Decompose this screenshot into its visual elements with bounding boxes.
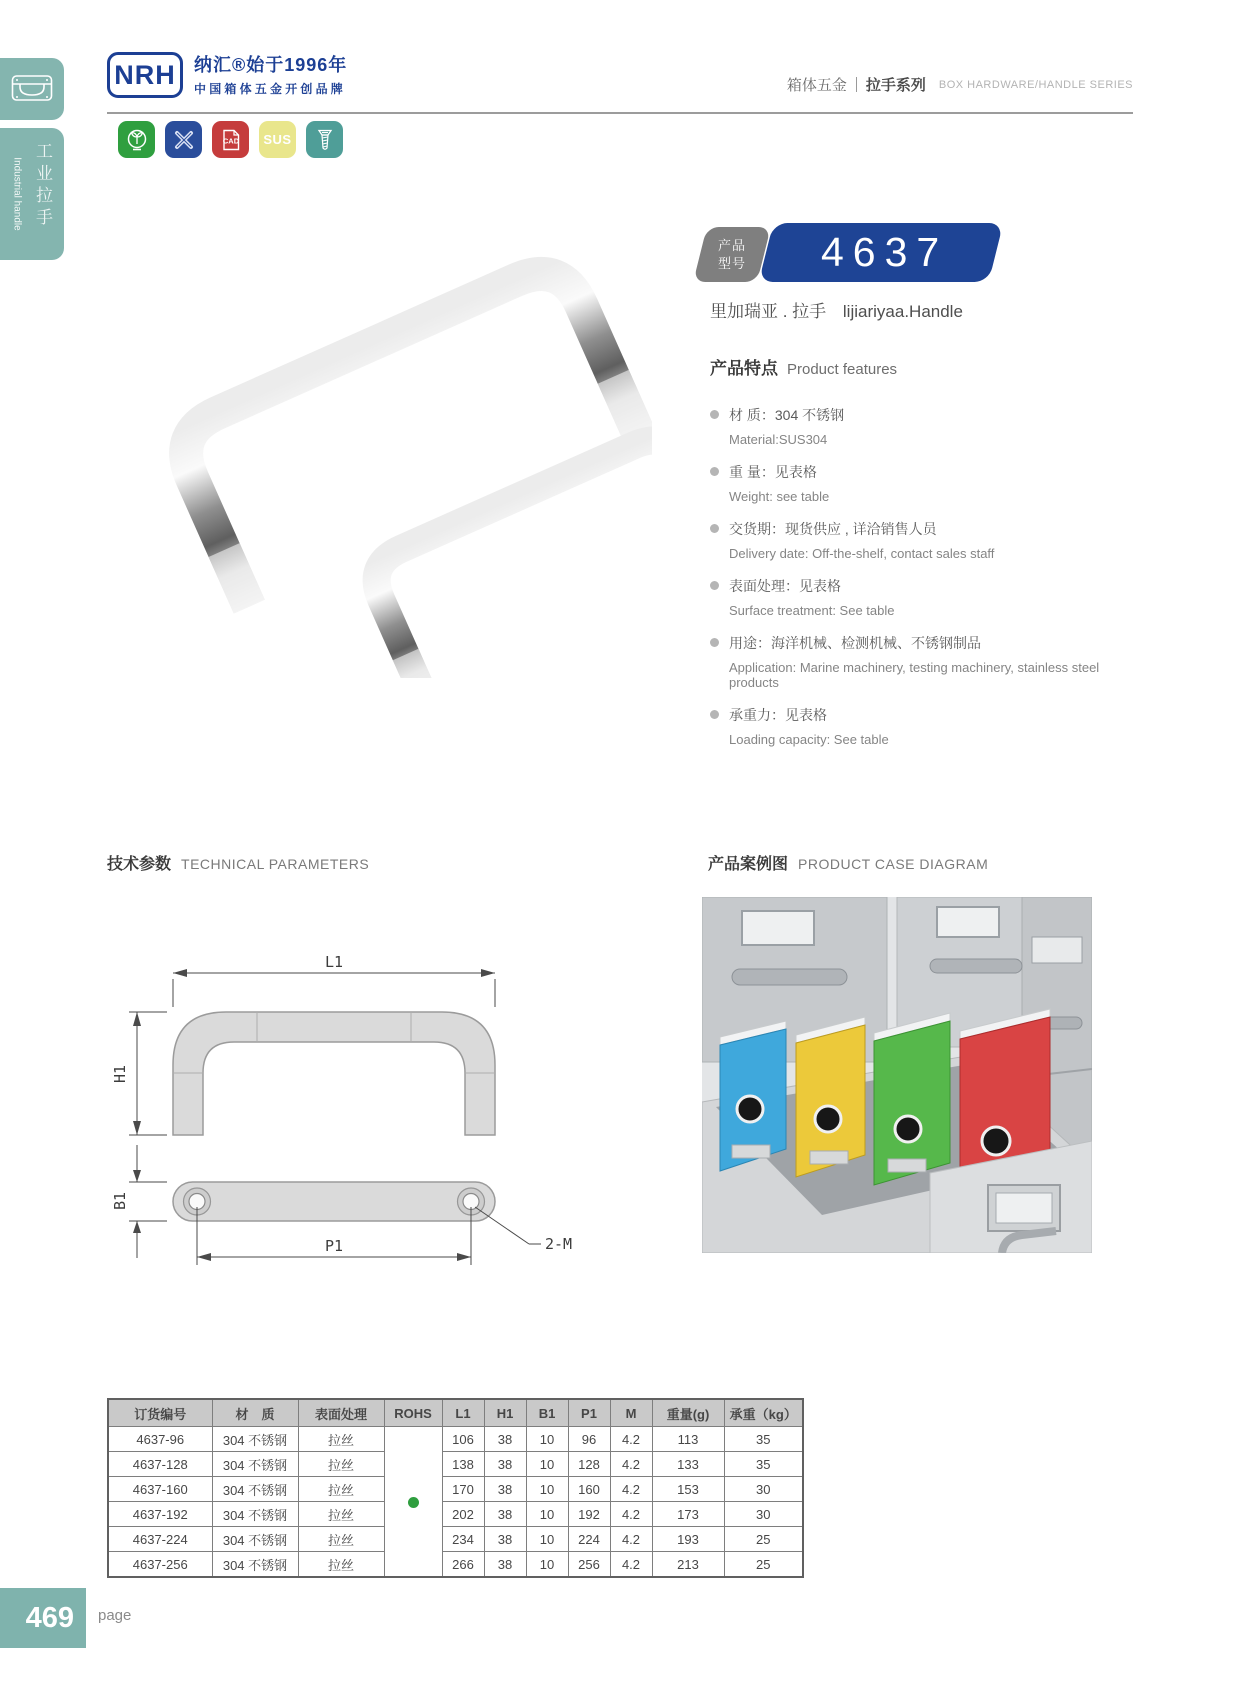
- sus-icon: [259, 121, 296, 158]
- spec-cell: 4637-256: [108, 1552, 212, 1578]
- spec-cell: 224: [568, 1527, 610, 1552]
- feature-text-zh: 交货期：现货供应 , 详洽销售人员: [729, 521, 937, 537]
- product-name: [710, 297, 963, 322]
- spec-cell: 170: [442, 1477, 484, 1502]
- spec-table: [107, 1398, 804, 1578]
- spec-col-header: 重量(g): [652, 1399, 724, 1427]
- spec-cell: 25: [724, 1527, 803, 1552]
- bullet-icon: [710, 710, 719, 719]
- sus-icon-label: SUS: [263, 132, 292, 147]
- rohs-pass-dot: [408, 1497, 419, 1508]
- spec-cell: 10: [526, 1452, 568, 1477]
- feature-text-en: Weight: see table: [729, 489, 830, 504]
- features-list: [710, 405, 1150, 747]
- spec-cell: 304 不锈钢: [212, 1452, 298, 1477]
- spec-cell: 拉丝: [298, 1502, 384, 1527]
- spec-cell: 128: [568, 1452, 610, 1477]
- feature-text-en: Application: Marine machinery, testing machinery, stainless steel products: [729, 660, 1100, 690]
- spec-cell: 10: [526, 1477, 568, 1502]
- spec-col-header: M: [610, 1399, 652, 1427]
- screw-icon: [306, 121, 343, 158]
- feature-item: [710, 462, 1150, 504]
- spec-row: [108, 1452, 803, 1477]
- features-title-zh: 产品特点: [710, 359, 778, 378]
- feature-text-zh: 承重力：见表格: [729, 707, 827, 723]
- binder-blue: [720, 1021, 786, 1171]
- feature-text-en: Surface treatment: See table: [729, 603, 895, 618]
- feature-item: [710, 405, 1150, 447]
- spec-row: [108, 1477, 803, 1502]
- tech-params-title-en: TECHNICAL PARAMETERS: [181, 856, 370, 872]
- spec-cell: 拉丝: [298, 1552, 384, 1578]
- spec-cell: 304 不锈钢: [212, 1477, 298, 1502]
- handle-top-view: [173, 1012, 495, 1135]
- features-section: [710, 354, 1150, 762]
- bullet-icon: [710, 410, 719, 419]
- case-diagram-title-en: PRODUCT CASE DIAGRAM: [798, 856, 989, 872]
- svg-text:CAD: CAD: [222, 136, 239, 145]
- spec-cell: 138: [442, 1452, 484, 1477]
- model-tag-line2: 型号: [717, 255, 746, 271]
- header-rule: [107, 112, 1133, 114]
- spec-cell: 10: [526, 1502, 568, 1527]
- product-name-zh: 里加瑞亚 . 拉手: [710, 302, 827, 321]
- rohs-cell: [384, 1427, 442, 1578]
- model-tag-line1: 产品: [717, 237, 746, 253]
- feature-text-en: Material:SUS304: [729, 432, 828, 447]
- header-series-zh: 拉手系列: [865, 77, 926, 94]
- spec-cell: 4637-192: [108, 1502, 212, 1527]
- spec-cell: 4637-128: [108, 1452, 212, 1477]
- spec-cell: 10: [526, 1527, 568, 1552]
- spec-cell: 38: [484, 1427, 526, 1452]
- spec-table-section: [107, 1398, 804, 1578]
- spec-col-header: L1: [442, 1399, 484, 1427]
- spec-cell: 133: [652, 1452, 724, 1477]
- dim-label-l1: L1: [324, 953, 344, 971]
- brand-logo: NRH: [107, 52, 183, 98]
- spec-cell: 拉丝: [298, 1427, 384, 1452]
- spec-cell: 4637-160: [108, 1477, 212, 1502]
- feature-text-en: Delivery date: Off-the-shelf, contact sales staff: [729, 546, 995, 561]
- spec-col-header: B1: [526, 1399, 568, 1427]
- spec-cell: 38: [484, 1477, 526, 1502]
- feature-item: [710, 519, 1150, 561]
- feature-text-en: Loading capacity: See table: [729, 732, 889, 747]
- spec-cell: 106: [442, 1427, 484, 1452]
- handle-side-view: [173, 1182, 495, 1221]
- page-number-badge: 469: [0, 1588, 86, 1648]
- spec-cell: 35: [724, 1452, 803, 1477]
- spec-col-header: ROHS: [384, 1399, 442, 1427]
- case-photo: [702, 897, 1092, 1253]
- spec-cell: 38: [484, 1502, 526, 1527]
- spec-cell: 38: [484, 1527, 526, 1552]
- tech-params-title-zh: 技术参数: [107, 856, 172, 873]
- product-photo: [95, 226, 652, 678]
- case-handle-icon: [11, 74, 53, 104]
- dim-label-b1: B1: [111, 1191, 129, 1211]
- spec-cell: 213: [652, 1552, 724, 1578]
- sidebar-series-label-zh: 工业拉手: [33, 142, 52, 230]
- spec-cell: 304 不锈钢: [212, 1552, 298, 1578]
- model-number-badge: [759, 223, 1004, 282]
- spec-cell: 193: [652, 1527, 724, 1552]
- spec-cell: 4.2: [610, 1427, 652, 1452]
- spec-col-header: P1: [568, 1399, 610, 1427]
- spec-cell: 304 不锈钢: [212, 1502, 298, 1527]
- features-title-en: Product features: [787, 361, 898, 378]
- binder-yellow: [796, 1017, 865, 1177]
- spec-cell: 10: [526, 1552, 568, 1578]
- spec-cell: 4637-224: [108, 1527, 212, 1552]
- spec-cell: 38: [484, 1452, 526, 1477]
- spec-col-header: 材 质: [212, 1399, 298, 1427]
- spec-cell: 30: [724, 1477, 803, 1502]
- feature-text-zh: 用途：海洋机械、检测机械、不锈钢制品: [729, 635, 981, 651]
- model-tag-badge: [693, 227, 771, 282]
- spec-cell: 202: [442, 1502, 484, 1527]
- feature-item: [710, 633, 1150, 690]
- header-series-breadcrumb: [787, 74, 1133, 95]
- spec-cell: 160: [568, 1477, 610, 1502]
- feature-text-zh: 材 质：304 不锈钢: [729, 407, 845, 423]
- spec-cell: 192: [568, 1502, 610, 1527]
- brand-slogan: [194, 51, 347, 97]
- bullet-icon: [710, 467, 719, 476]
- spec-cell: 4.2: [610, 1452, 652, 1477]
- brand-slogan-line2: 中国箱体五金开创品牌: [194, 82, 347, 96]
- cert-icon-row: [118, 121, 343, 158]
- tech-params-heading: [107, 851, 369, 874]
- spec-cell: 10: [526, 1427, 568, 1452]
- spec-cell: 4.2: [610, 1502, 652, 1527]
- spec-cell: 4.2: [610, 1552, 652, 1578]
- design-tools-icon: [165, 121, 202, 158]
- spec-cell: 153: [652, 1477, 724, 1502]
- spec-col-header: H1: [484, 1399, 526, 1427]
- spec-cell: 96: [568, 1427, 610, 1452]
- sidebar-series-tab: [0, 128, 64, 260]
- spec-cell: 25: [724, 1552, 803, 1578]
- spec-cell: 拉丝: [298, 1527, 384, 1552]
- spec-row: [108, 1527, 803, 1552]
- case-diagram-heading: [708, 851, 988, 874]
- cad-icon: [212, 121, 249, 158]
- eco-icon: [118, 121, 155, 158]
- case-diagram-title-zh: 产品案例图: [708, 856, 789, 873]
- spec-cell: 4.2: [610, 1477, 652, 1502]
- dim-label-2m: 2-M: [545, 1235, 573, 1253]
- bullet-icon: [710, 524, 719, 533]
- dim-label-p1: P1: [324, 1237, 344, 1255]
- feature-item: [710, 576, 1150, 618]
- spec-cell: 4637-96: [108, 1427, 212, 1452]
- spec-row: [108, 1427, 803, 1452]
- feature-text-zh: 重 量：见表格: [729, 464, 817, 480]
- spec-cell: 38: [484, 1552, 526, 1578]
- sidebar-category-tab: [0, 58, 64, 120]
- spec-cell: 4.2: [610, 1527, 652, 1552]
- spec-cell: 266: [442, 1552, 484, 1578]
- bullet-icon: [710, 581, 719, 590]
- dimension-drawing: [105, 893, 625, 1283]
- spec-cell: 拉丝: [298, 1477, 384, 1502]
- header-series-en: BOX HARDWARE/HANDLE SERIES: [938, 78, 1133, 91]
- product-name-en: lijiariyaa.Handle: [842, 302, 963, 321]
- spec-cell: 113: [652, 1427, 724, 1452]
- feature-text-zh: 表面处理：见表格: [729, 578, 841, 594]
- spec-cell: 173: [652, 1502, 724, 1527]
- sidebar-series-label-en: Industrial handle: [11, 157, 23, 231]
- handle-small: [353, 424, 652, 678]
- brand-slogan-line1: 纳汇®始于1996年: [194, 55, 348, 75]
- header-divider-bar: [856, 77, 857, 92]
- spec-col-header: 订货编号: [108, 1399, 212, 1427]
- model-number: 4637: [821, 229, 949, 275]
- header-category-zh: 箱体五金: [786, 77, 847, 94]
- spec-row: [108, 1502, 803, 1527]
- spec-cell: 35: [724, 1427, 803, 1452]
- spec-cell: 234: [442, 1527, 484, 1552]
- spec-cell: 304 不锈钢: [212, 1427, 298, 1452]
- binder-green: [874, 1013, 950, 1185]
- spec-cell: 拉丝: [298, 1452, 384, 1477]
- spec-cell: 304 不锈钢: [212, 1527, 298, 1552]
- page-label: page: [98, 1607, 132, 1624]
- dim-label-h1: H1: [111, 1064, 129, 1084]
- spec-col-header: 表面处理: [298, 1399, 384, 1427]
- spec-row: [108, 1552, 803, 1578]
- spec-cell: 30: [724, 1502, 803, 1527]
- spec-col-header: 承重（kg）: [724, 1399, 803, 1427]
- feature-item: [710, 705, 1150, 747]
- bullet-icon: [710, 638, 719, 647]
- features-heading: [710, 354, 1150, 379]
- spec-cell: 256: [568, 1552, 610, 1578]
